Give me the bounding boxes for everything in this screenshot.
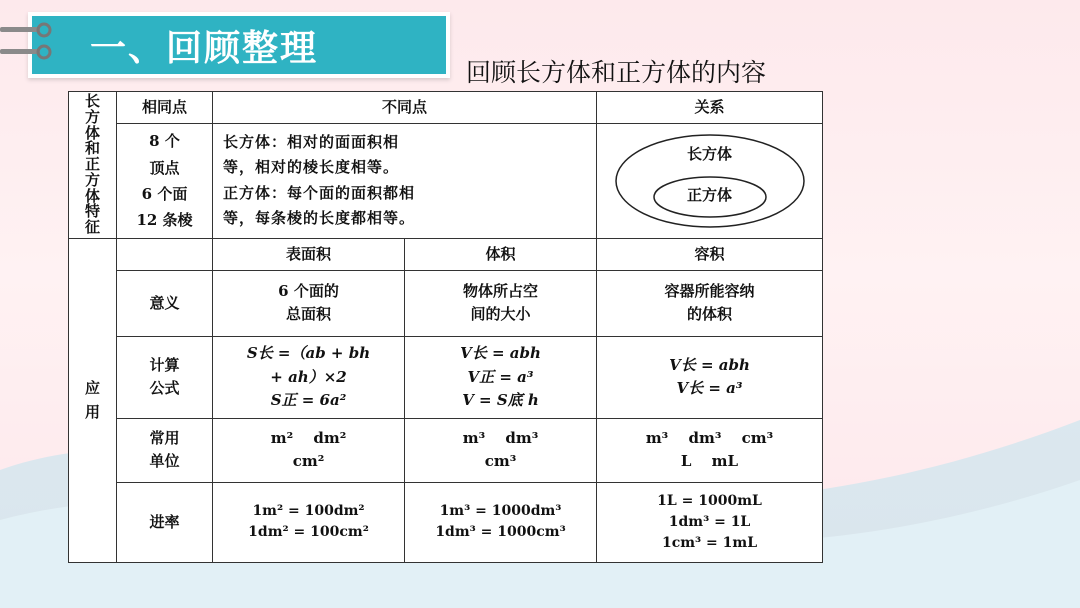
header-capacity: 容积 (597, 238, 823, 270)
rate-volume: 1m³ = 1000dm³ 1dm³ = 1000cm³ (405, 482, 597, 562)
meaning-surface: 6 个面的 总面积 (213, 270, 405, 336)
row-units-label: 常用 单位 (117, 418, 213, 482)
units-surface: m² dm² cm² (213, 418, 405, 482)
row-rate-label: 进率 (117, 482, 213, 562)
units-volume: m³ dm³ cm³ (405, 418, 597, 482)
formula-volume: V长 = abh V正 = a³ V = S底 h (405, 336, 597, 418)
binder-ring-icon (0, 22, 58, 38)
diff-cell: 长方体：相对的面面积相 等，相对的棱长度相等。 正方体：每个面的面积都相 等，每条棱的长度都相等。 (213, 124, 597, 239)
rate-surface: 1m² = 100dm² 1dm² = 100cm² (213, 482, 405, 562)
formula-surface: S长 =（ab + bh + ah）×2 S正 = 6a² (213, 336, 405, 418)
header-diff: 不同点 (213, 92, 597, 124)
same-points-cell: 8 个 顶点 6 个面 12 条棱 (117, 124, 213, 239)
rate-capacity: 1L = 1000mL 1dm³ = 1L 1cm³ = 1mL (597, 482, 823, 562)
relation-cell (597, 124, 823, 239)
meaning-capacity: 容器所能容纳 的体积 (597, 270, 823, 336)
row-meaning-label: 意义 (117, 270, 213, 336)
subtitle: 回顾长方体和正方体的内容 (466, 58, 767, 87)
header-volume: 体积 (405, 238, 597, 270)
page-title: 一、回顾整理 (90, 27, 319, 69)
header-surface: 表面积 (213, 238, 405, 270)
header-same: 相同点 (117, 92, 213, 124)
empty-cell (117, 238, 213, 270)
formula-capacity: V长 = abh V长 = a³ (597, 336, 823, 418)
relation-inner-label: 正方体 (687, 185, 733, 204)
meaning-volume: 物体所占空 间的大小 (405, 270, 597, 336)
summary-table (68, 91, 823, 563)
header-relation: 关系 (597, 92, 823, 124)
relation-diagram (612, 131, 808, 231)
relation-outer-label: 长方体 (687, 144, 733, 163)
header-tab (28, 12, 450, 78)
application-label: 应用 (69, 238, 117, 562)
binder-ring-icon (0, 44, 58, 60)
units-capacity: m³ dm³ cm³ L mL (597, 418, 823, 482)
features-label: 长方体和正方体特征 (69, 92, 117, 239)
row-formula-label: 计算 公式 (117, 336, 213, 418)
